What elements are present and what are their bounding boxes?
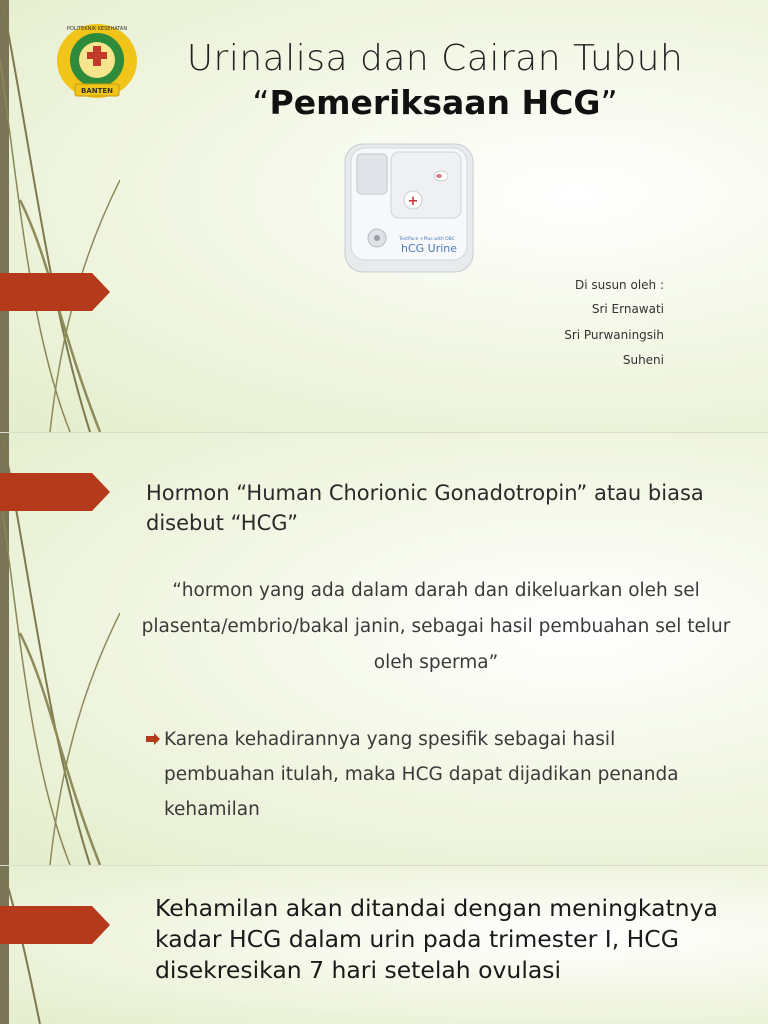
slide-subtitle: “Pemeriksaan HCG” xyxy=(252,83,618,122)
definition-quote: “hormon yang ada dalam darah dan dikeluarkan oleh sel plasenta/embrio/bakal janin, sebagai hasil pembuahan sel telur oleh sperma” xyxy=(141,580,731,673)
decorative-swirl-lines xyxy=(0,866,120,1024)
author-name: Suheni xyxy=(622,353,664,367)
bullet-text: Karena kehadirannya yang spesifik sebagai hasil pembuahan itulah, maka HCG dapat dijadikan penanda kehamilan xyxy=(164,729,679,820)
svg-text:+: + xyxy=(407,194,419,209)
slide-1 xyxy=(0,0,768,432)
bullet-arrow-icon xyxy=(146,733,160,745)
accent-arrow xyxy=(0,906,110,944)
slide-heading: Hormon “Human Chorionic Gonadotropin” atau biasa disebut “HCG” xyxy=(146,481,704,535)
politeknik-logo xyxy=(55,22,139,100)
slide-title: Urinalisa dan Cairan Tubuh xyxy=(186,38,684,79)
svg-text:POLITEKNIK KESEHATAN: POLITEKNIK KESEHATAN xyxy=(66,26,128,32)
author-name: Sri Ernawati xyxy=(591,302,664,316)
slide-text: Kehamilan akan ditandai dengan meningkatnya kadar HCG dalam urin pada trimester I, HCG disekresikan 7 hari setelah ovulasi xyxy=(155,894,718,984)
svg-text:BANTEN: BANTEN xyxy=(80,87,114,95)
svg-text:TestPack +Plus with OBC: TestPack +Plus with OBC xyxy=(399,237,455,242)
author-heading: Di susun oleh : xyxy=(574,278,664,292)
accent-arrow xyxy=(0,273,110,311)
author-name: Sri Purwaningsih xyxy=(564,328,664,342)
svg-text:hCG Urine: hCG Urine xyxy=(400,242,458,255)
accent-arrow xyxy=(0,473,110,511)
hcg-test-device-image xyxy=(343,142,475,274)
